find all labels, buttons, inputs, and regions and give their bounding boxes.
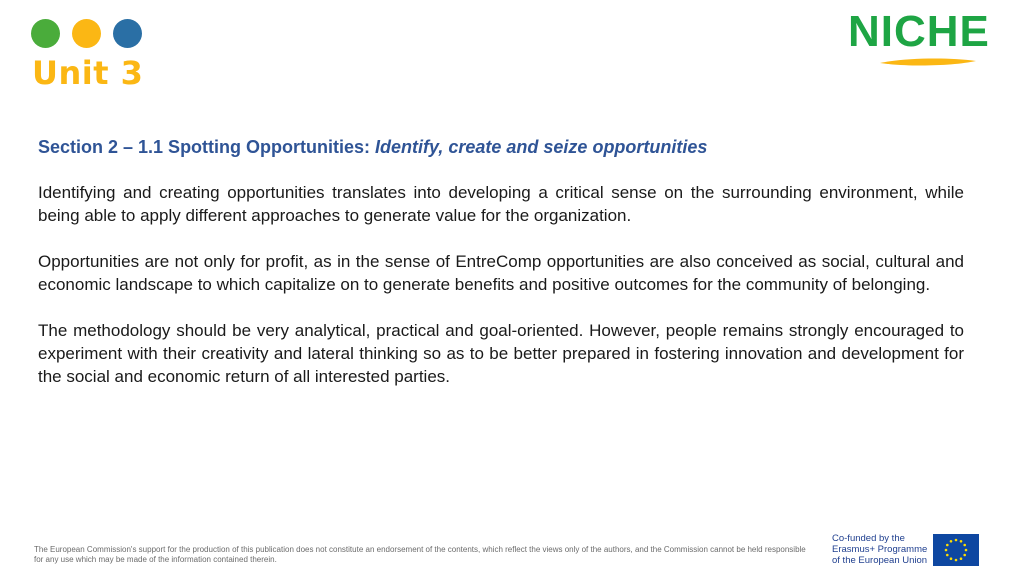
yellow-dot [72, 19, 101, 48]
eu-line-3: of the European Union [832, 555, 928, 566]
section-heading-main: Section 2 – 1.1 Spotting Opportunities: [38, 137, 376, 157]
section-heading-italic: Identify, create and seize opportunities [375, 137, 708, 157]
eu-flag-icon [933, 534, 979, 566]
niche-logo [848, 8, 1010, 70]
unit-title: Unit 3 [32, 54, 144, 92]
section-heading [38, 136, 964, 159]
eu-stars-icon [933, 534, 979, 566]
disclaimer-text: The European Commission's support for the production of this publication does not constitute an endorsement of the contents, which reflect the views only of the authors, and the Commission cannot be held responsible for any use which may be made of the information contained therein. [34, 545, 806, 564]
blue-dot [113, 19, 142, 48]
decorative-dots [31, 19, 142, 48]
logo-swoosh-icon [878, 54, 978, 68]
eu-line-2: Erasmus+ Programme [832, 544, 928, 555]
paragraph-2: Opportunities are not only for profit, as in the sense of EntreComp opportunities are also conceived as social, cultural and economic landscape to which capitalize on to generate benefits and positive outcomes for the community of belonging. [38, 252, 964, 294]
slide-content [38, 136, 964, 411]
eu-funding-badge [832, 533, 979, 566]
eu-line-1: Co-funded by the [832, 533, 905, 544]
niche-logo-text: NICHE [848, 7, 990, 56]
eu-funding-text [832, 533, 927, 566]
paragraph-1: Identifying and creating opportunities translates into developing a critical sense on the surrounding environment, while being able to apply different approaches to generate value for the organization. [38, 183, 964, 225]
green-dot [31, 19, 60, 48]
paragraph-3: The methodology should be very analytical, practical and goal-oriented. However, people remains strongly encouraged to experiment with their creativity and lateral thinking so as to be better prepared in fostering innovation and development for the social and economic return of all interested parties. [38, 321, 964, 386]
